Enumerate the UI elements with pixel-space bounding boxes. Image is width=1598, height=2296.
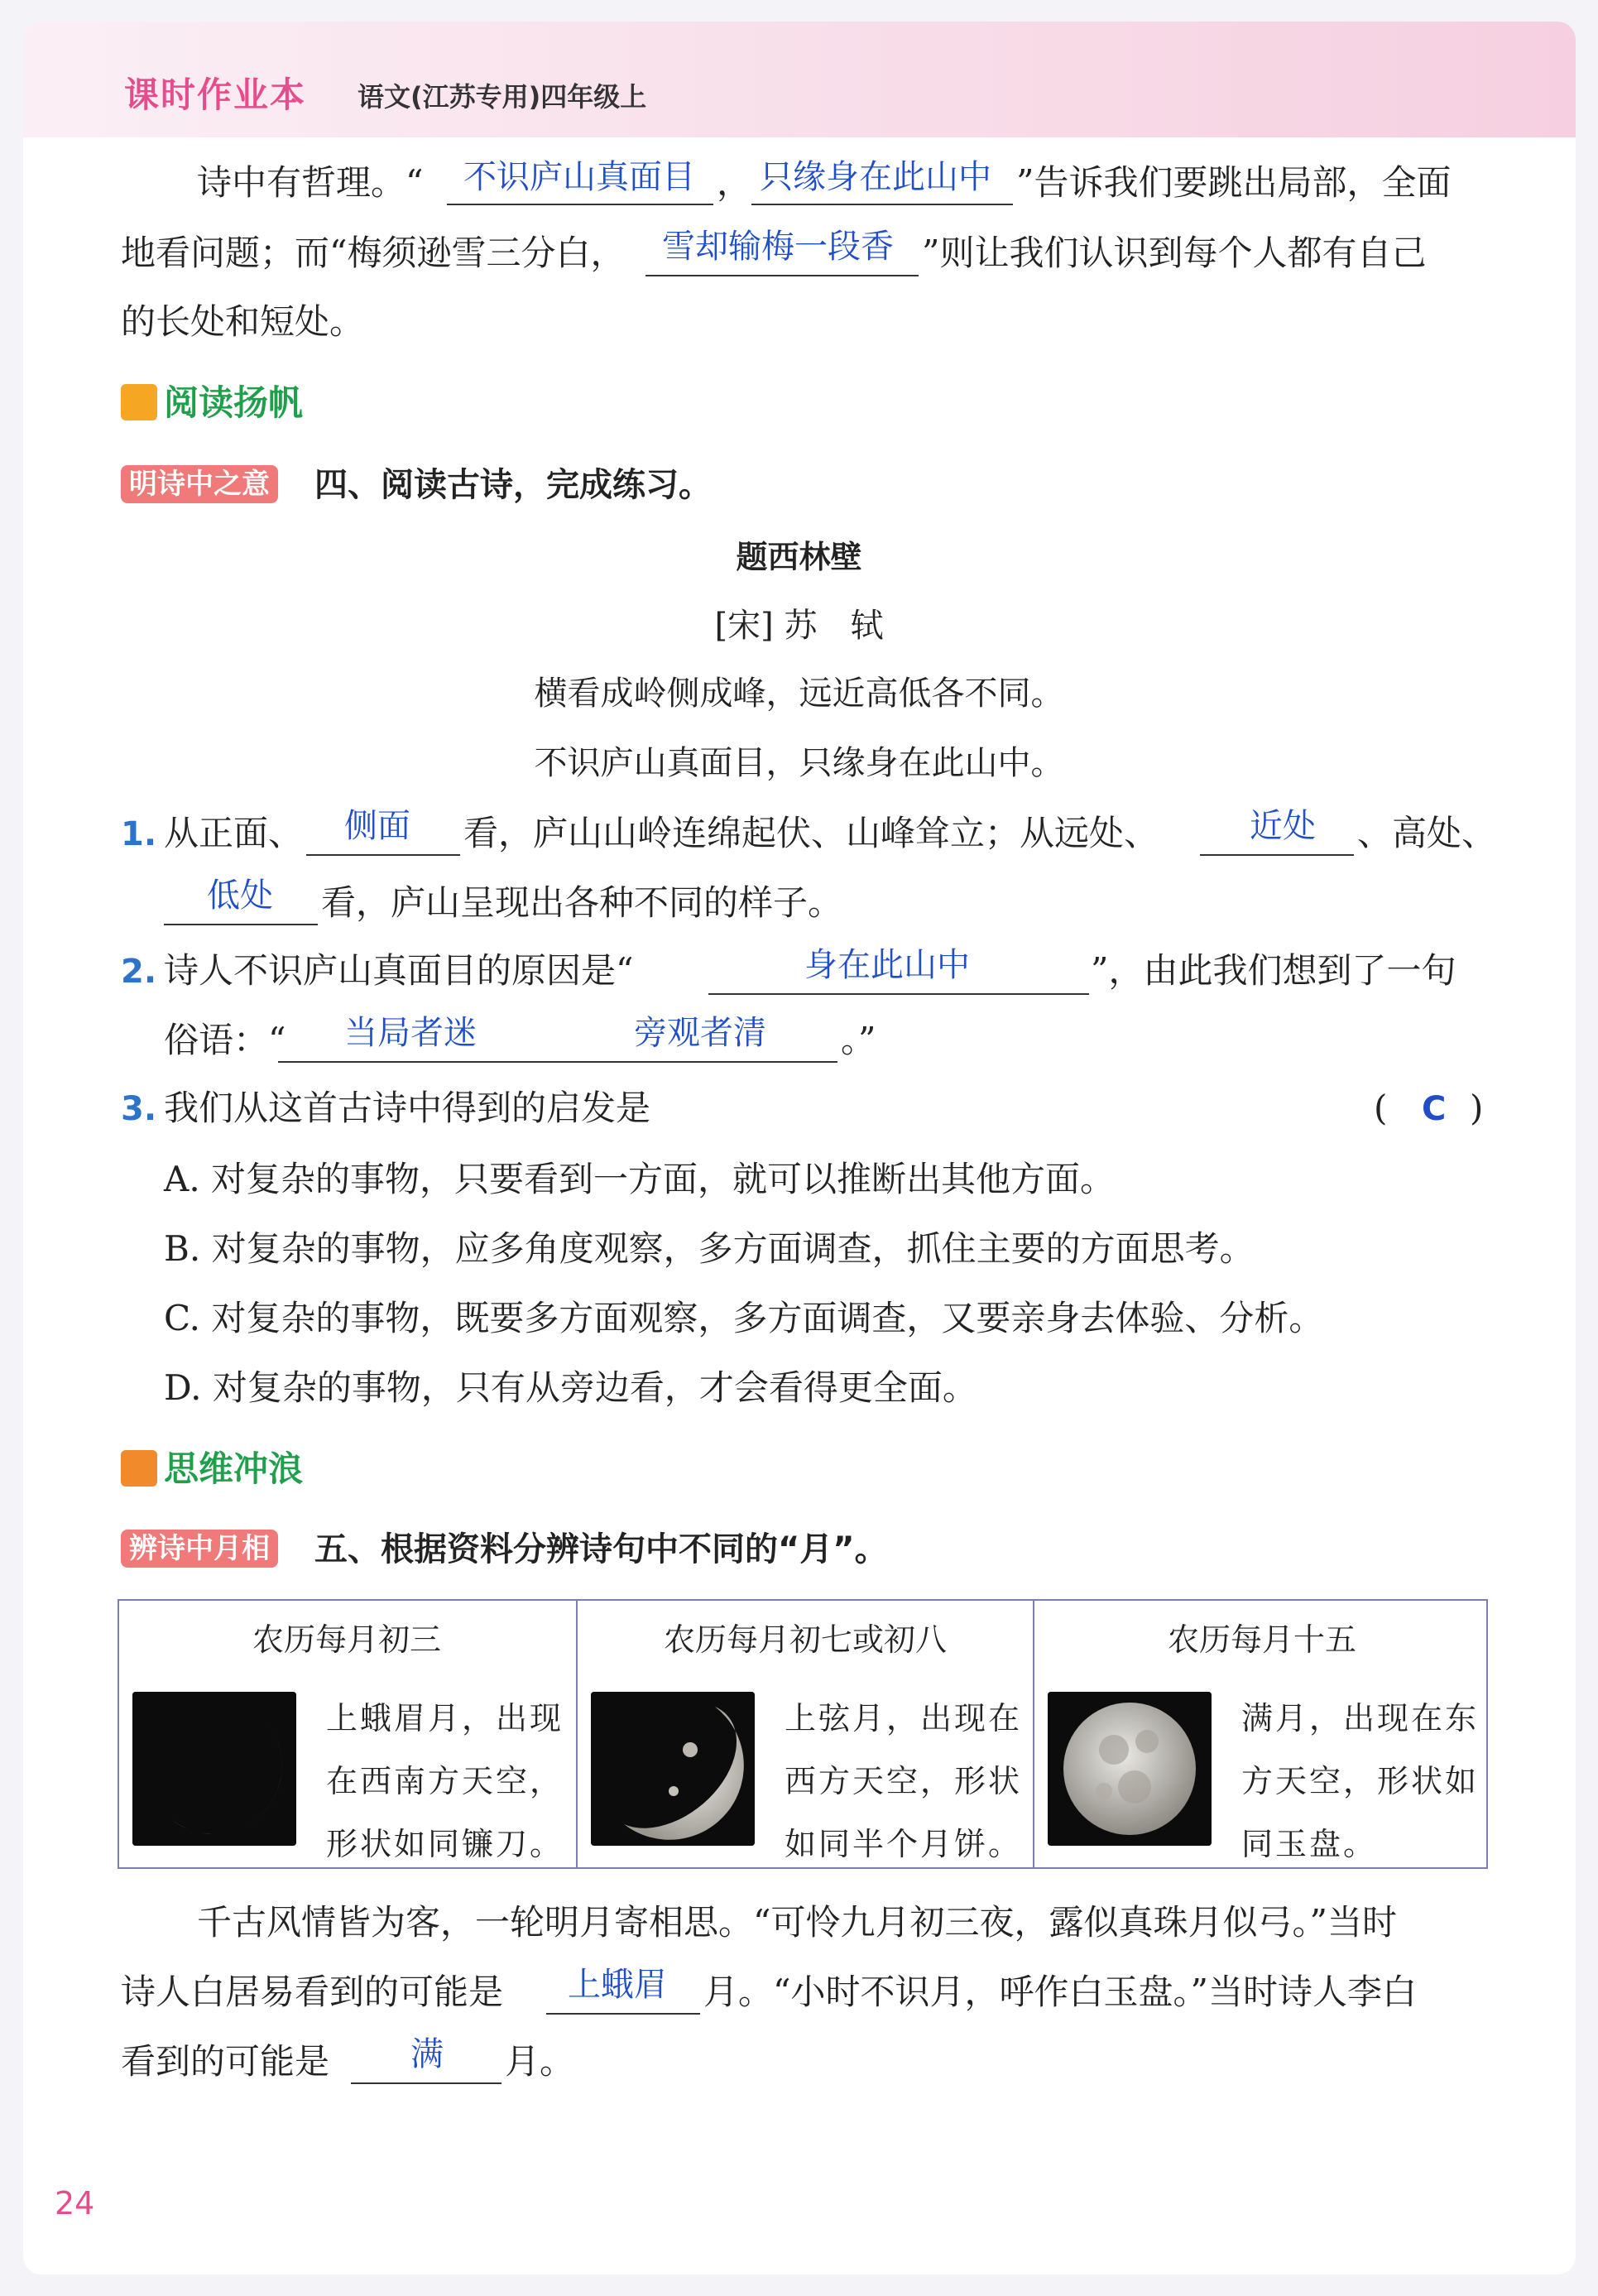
- para-answer-2: 满: [410, 2035, 444, 2073]
- poem-line-2: 不识庐山真面目，只缘身在此山中。: [534, 744, 1064, 782]
- intro-line1-a: 诗中有哲理。“: [197, 162, 424, 203]
- q3-answer: C: [1422, 1090, 1447, 1128]
- intro-line2-a: 地看问题；而“梅须逊雪三分白，: [121, 233, 626, 273]
- moon-head-2: 农历每月初七或初八: [663, 1621, 947, 1658]
- section-heading-read: 阅读扬帆: [164, 382, 304, 423]
- moon-head-1: 农历每月初三: [252, 1621, 441, 1658]
- para-blank-2[interactable]: [351, 2082, 501, 2084]
- para-line-1: 千古风情皆为客，一轮明月寄相思。“可怜九月初三夜，露似真珠月似弓。”当时: [197, 1902, 1397, 1943]
- intro-answer-1: 不识庐山真面目: [463, 158, 695, 196]
- moon-col-3: [1033, 1601, 1490, 1867]
- para-line-3a: 看到的可能是: [121, 2041, 330, 2082]
- q1-answer-3: 低处: [207, 877, 273, 915]
- q3-option-d[interactable]: D. 对复杂的事物，只有从旁边看，才会看得更全面。: [164, 1367, 977, 1408]
- surf-icon: [121, 1450, 157, 1487]
- q2-answer-3: 旁观者清: [634, 1014, 766, 1052]
- moon-col-2: [576, 1601, 1033, 1867]
- q2-answer-2: 当局者迷: [344, 1014, 477, 1052]
- q2-answer-1: 身在此山中: [804, 946, 970, 984]
- q2-text-b: ”，由此我们想到了一句: [1091, 950, 1456, 991]
- q1-text-c: 、高处、: [1357, 813, 1497, 853]
- para-line-3b: 月。: [505, 2041, 575, 2082]
- q1-answer-2: 近处: [1250, 807, 1316, 845]
- tag-read: 明诗中之意: [121, 465, 278, 503]
- q1-text-d: 看，庐山呈现出各种不同的样子。: [321, 882, 843, 923]
- intro-line3: 的长处和短处。: [121, 301, 365, 342]
- intro-answer-2: 只缘身在此山中: [760, 158, 991, 196]
- intro-blank-3[interactable]: [645, 275, 919, 276]
- para-line-2b: 月。“小时不识月，呼作白玉盘。”当时诗人李白: [703, 1972, 1417, 2012]
- moon-phase-table: [118, 1599, 1488, 1869]
- intro-line1-c: ”告诉我们要跳出局部，全面: [1016, 162, 1452, 203]
- page-number: 24: [55, 2185, 95, 2222]
- question-four-title: 四、阅读古诗，完成练习。: [314, 466, 712, 504]
- book-subtitle: 语文(江苏专用)四年级上: [358, 81, 647, 113]
- q1-blank-3[interactable]: [164, 924, 318, 925]
- intro-blank-2[interactable]: [751, 204, 1013, 205]
- q2-text-d: 。”: [841, 1020, 876, 1060]
- q3-text: 我们从这首古诗中得到的启发是: [164, 1088, 651, 1128]
- q2-number: 2.: [121, 953, 157, 991]
- q3-paren-right: ): [1470, 1088, 1484, 1128]
- q2-text-c: 俗语：“: [164, 1020, 286, 1060]
- moon-col-1: [119, 1601, 574, 1867]
- q1-blank-1[interactable]: [306, 854, 460, 856]
- intro-line2-b: ”则让我们认识到每个人都有自己: [922, 233, 1427, 273]
- q2-text-a: 诗人不识庐山真面目的原因是“: [164, 950, 634, 991]
- q3-paren-left: (: [1374, 1088, 1388, 1128]
- moon-image-full: [1048, 1692, 1212, 1846]
- moon-desc-1: 上蛾眉月，出现在西南方天空，形状如同镰刀。: [326, 1700, 564, 1862]
- q3-option-a[interactable]: A. 对复杂的事物，只要看到一方面，就可以推断出其他方面。: [164, 1159, 1116, 1199]
- q2-blank-1[interactable]: [708, 993, 1089, 995]
- intro-blank-1[interactable]: [447, 204, 713, 205]
- section-heading-think: 思维冲浪: [164, 1448, 304, 1489]
- question-five-title: 五、根据资料分辨诗句中不同的“月”。: [314, 1530, 888, 1568]
- q3-number: 3.: [121, 1090, 157, 1128]
- q1-text-a: 从正面、: [164, 813, 304, 853]
- para-blank-1[interactable]: [546, 2013, 700, 2015]
- para-answer-1: 上蛾眉: [568, 1966, 667, 2004]
- intro-answer-3: 雪却输梅一段香: [662, 228, 894, 266]
- moon-desc-3: 满月，出现在东方天空，形状如同玉盘。: [1241, 1700, 1480, 1862]
- poem-title: 题西林壁: [736, 539, 862, 575]
- moon-head-3: 农历每月十五: [1167, 1621, 1356, 1658]
- q3-option-b[interactable]: B. 对复杂的事物，应多角度观察，多方面调查，抓住主要的方面思考。: [164, 1228, 1255, 1269]
- moon-image-crescent: [132, 1692, 296, 1846]
- poem-author: [宋] 苏 轼: [714, 607, 884, 645]
- book-title: 课时作业本: [124, 74, 307, 115]
- q1-text-b: 看，庐山山岭连绵起伏、山峰耸立；从远处、: [463, 813, 1159, 853]
- moon-image-quarter: [591, 1692, 755, 1846]
- sail-icon: [121, 384, 157, 420]
- para-line-2a: 诗人白居易看到的可能是: [121, 1972, 504, 2012]
- moon-desc-2: 上弦月，出现在西方天空，形状如同半个月饼。: [785, 1700, 1023, 1862]
- intro-line1-b: ，: [717, 162, 752, 203]
- q1-number: 1.: [121, 815, 157, 853]
- q2-blank-2[interactable]: [278, 1061, 837, 1063]
- q1-blank-2[interactable]: [1200, 854, 1354, 856]
- q3-option-c[interactable]: C. 对复杂的事物，既要多方面观察，多方面调查，又要亲身去体验、分析。: [164, 1298, 1324, 1338]
- poem-line-1: 横看成岭侧成峰，远近高低各不同。: [534, 675, 1064, 713]
- q1-answer-1: 侧面: [344, 807, 410, 845]
- tag-think: 辨诗中月相: [121, 1530, 278, 1568]
